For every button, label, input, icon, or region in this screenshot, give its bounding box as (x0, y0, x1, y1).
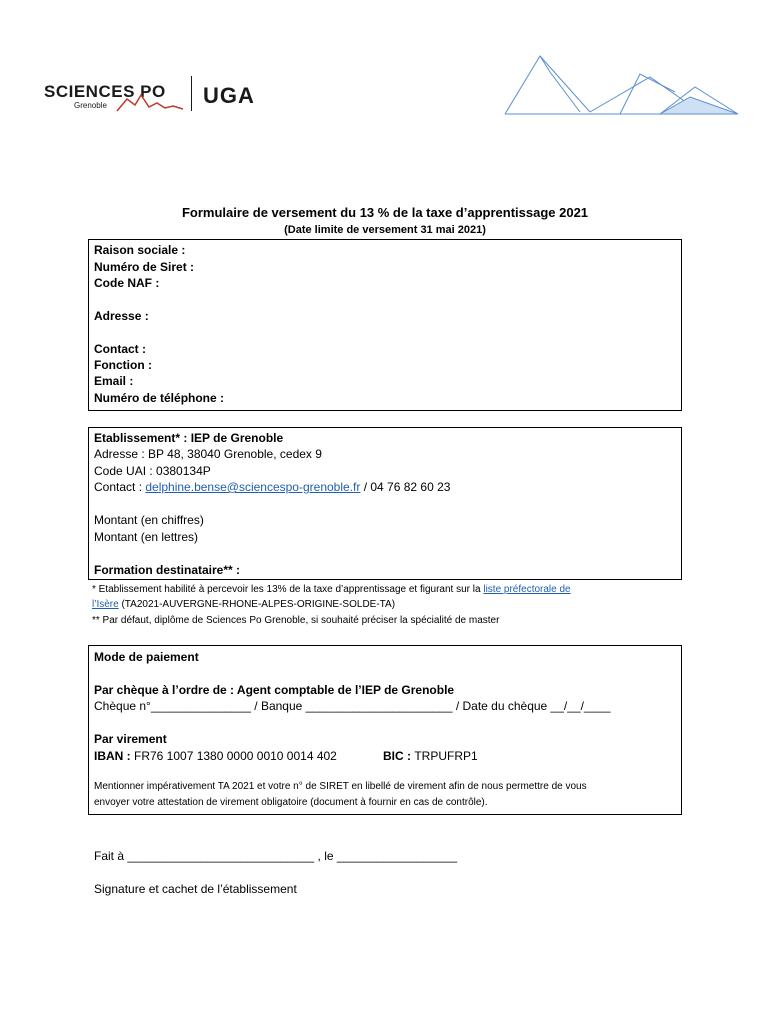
bic-line (383, 749, 478, 763)
footnote-1-code: (TA2021-AUVERGNE-RHONE-ALPES-ORIGINE-SOLDE-TA) (118, 599, 396, 610)
footnote-1-cont (92, 599, 395, 610)
cheque-line: Chèque n°_______________ / Banque ______________________ / Date du chèque __/__/____ (94, 699, 611, 713)
iban-label: IBAN : (94, 749, 134, 763)
mountain-line-icon (115, 93, 185, 113)
logo-separator (191, 76, 192, 111)
code-uai: Code UAI : 0380134P (94, 464, 211, 478)
contact-label: Contact : (94, 342, 146, 356)
liste-prefectorale-link[interactable]: liste préfectorale de (483, 584, 571, 595)
sciences-po-logo-subtitle: Grenoble (74, 101, 107, 110)
adresse-label: Adresse : (94, 309, 149, 323)
montant-chiffres-label: Montant (en chiffres) (94, 513, 204, 527)
footnote-1 (92, 584, 571, 595)
mention-line-1: Mentionner impérativement TA 2021 et votre n° de SIRET en libellé de virement afin de nous permettre de vous (94, 781, 587, 792)
formation-label: Formation destinataire** : (94, 563, 241, 577)
iban-value: FR76 1007 1380 0000 0010 0014 402 (134, 749, 337, 763)
fait-a-line: Fait à ____________________________ , le __________________ (94, 849, 458, 863)
page-title: Formulaire de versement du 13 % de la taxe d’apprentissage 2021 (181, 205, 589, 220)
etablissement-adresse: Adresse : BP 48, 38040 Grenoble, cedex 9 (94, 447, 322, 461)
payment-mode-title: Mode de paiement (94, 650, 199, 664)
bic-value: TRPUFRP1 (414, 749, 478, 763)
uga-logo: UGA (203, 83, 255, 108)
fonction-label: Fonction : (94, 358, 152, 372)
montant-lettres-label: Montant (en lettres) (94, 530, 199, 544)
signature-label: Signature et cachet de l’établissement (94, 882, 297, 896)
etablissement-label: Etablissement* : IEP de Grenoble (94, 431, 284, 445)
sciences-po-logo: SCIENCES PO (44, 82, 166, 101)
contact-prefix: Contact : (94, 480, 146, 494)
mountains-decoration-icon (500, 52, 740, 118)
isere-link[interactable]: l’Isère (92, 599, 119, 610)
cheque-title: Par chèque à l’ordre de : Agent comptable de l’IEP de Grenoble (94, 683, 455, 697)
contact-phone: / 04 76 82 60 23 (360, 480, 451, 494)
footnote-1-text: * Etablissement habilité à percevoir les 13% de la taxe d’apprentissage et figurant sur la (92, 584, 484, 595)
iban-line (94, 749, 337, 763)
mention-line-2: envoyer votre attestation de virement obligatoire (document à fournir en cas de contrôle). (94, 797, 488, 808)
contact-email-link[interactable]: delphine.bense@sciencespo-grenoble.fr (145, 480, 361, 494)
page-subtitle: (Date limite de versement 31 mai 2021) (284, 224, 486, 236)
footnote-2: ** Par défaut, diplôme de Sciences Po Grenoble, si souhaité préciser la spécialité de master (92, 615, 500, 626)
virement-title: Par virement (94, 732, 167, 746)
email-label: Email : (94, 374, 134, 388)
telephone-label: Numéro de téléphone : (94, 391, 225, 405)
siret-label: Numéro de Siret : (94, 260, 195, 274)
contact-line (94, 480, 450, 494)
bic-label: BIC : (383, 749, 415, 763)
raison-sociale-label: Raison sociale : (94, 243, 186, 257)
naf-label: Code NAF : (94, 276, 160, 290)
